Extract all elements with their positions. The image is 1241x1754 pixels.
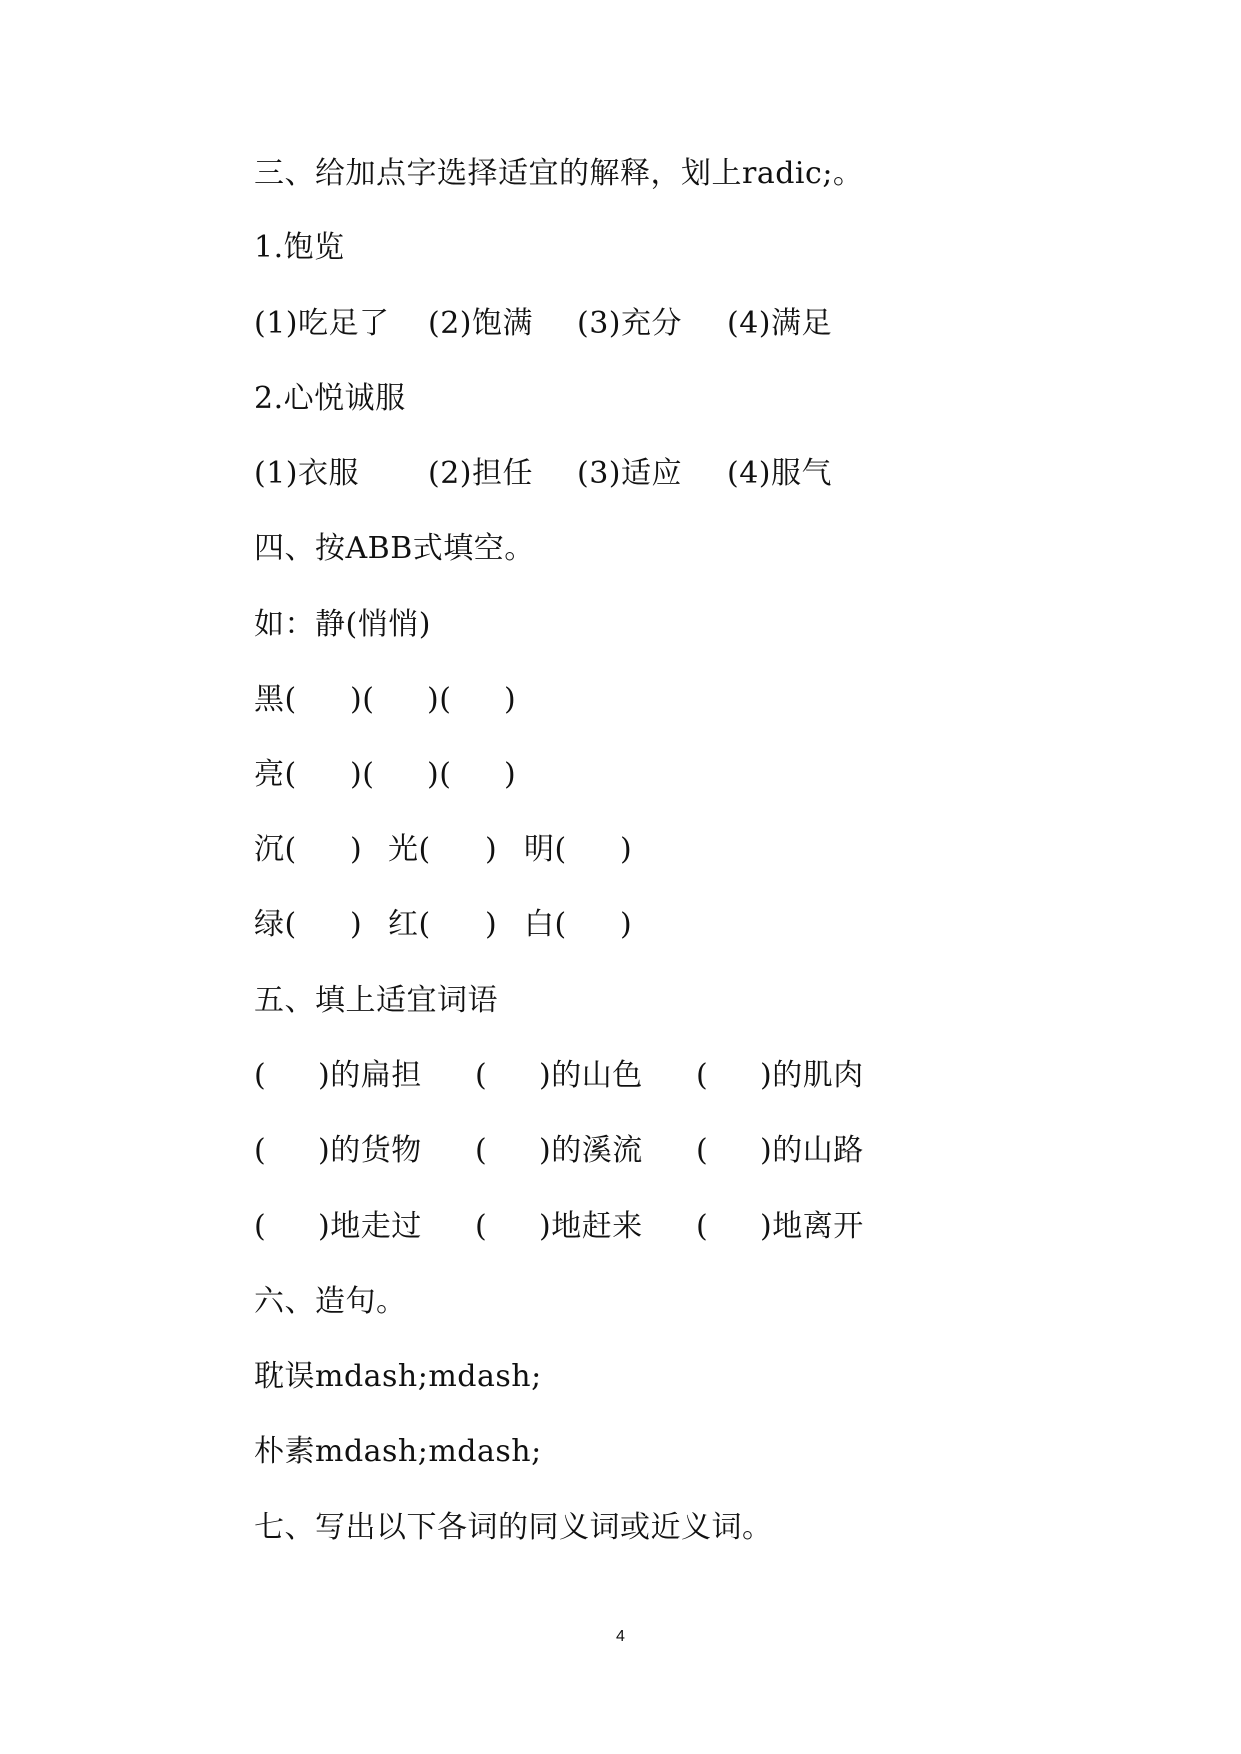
sentence-item: 耽误mdash;mdash;: [254, 1359, 542, 1394]
abb-cell: ): [350, 907, 363, 942]
fill-cell: (: [254, 1133, 267, 1168]
fill-cell: )的山色: [539, 1058, 643, 1093]
option-3: (3)充分: [577, 306, 682, 341]
abb-cell: ): [485, 832, 498, 867]
option-2: (2)饱满: [428, 306, 533, 341]
fill-cell: )的货物: [318, 1133, 422, 1168]
fill-cell: (: [696, 1133, 709, 1168]
abb-cell: 明(: [524, 832, 567, 867]
fill-cell: (: [254, 1209, 267, 1244]
option-1: (1)吃足了: [254, 306, 390, 341]
option-2: (2)担任: [428, 456, 533, 491]
section-5-heading: 五、填上适宜词语: [254, 983, 498, 1018]
option-4: (4)服气: [727, 456, 832, 491]
option-4: (4)满足: [727, 306, 832, 341]
abb-cell: ): [620, 832, 633, 867]
abb-cell: 光(: [388, 832, 431, 867]
fill-cell: )的肌肉: [760, 1058, 864, 1093]
option-1: (1)衣服: [254, 456, 359, 491]
abb-cell: ): [485, 907, 498, 942]
fill-cell: (: [475, 1133, 488, 1168]
fill-cell: (: [475, 1058, 488, 1093]
abb-cell: ): [620, 907, 633, 942]
abb-cell: 黑(: [254, 682, 297, 717]
fill-cell: )地赶来: [539, 1209, 643, 1244]
abb-cell: )(: [350, 682, 375, 717]
abb-cell: 沉(: [254, 832, 297, 867]
abb-cell: ): [504, 682, 517, 717]
abb-cell: 绿(: [254, 907, 297, 942]
section-7-heading: 七、写出以下各词的同义词或近义词。: [254, 1510, 773, 1545]
sentence-item: 朴素mdash;mdash;: [254, 1434, 542, 1469]
abb-cell: )(: [427, 757, 452, 792]
fill-cell: (: [696, 1058, 709, 1093]
fill-cell: (: [696, 1209, 709, 1244]
abb-cell: ): [504, 757, 517, 792]
section-3-heading: 三、给加点字选择适宜的解释，划上radic;。: [254, 156, 864, 191]
abb-cell: 亮(: [254, 757, 297, 792]
fill-cell: )地走过: [318, 1209, 422, 1244]
abb-cell: )(: [350, 757, 375, 792]
section-6-heading: 六、造句。: [254, 1284, 407, 1319]
abb-cell: 白(: [524, 907, 567, 942]
section-4-heading: 四、按ABB式填空。: [254, 531, 535, 566]
question-2-word: 2.心悦诚服: [254, 381, 406, 416]
fill-cell: )的扁担: [318, 1058, 422, 1093]
abb-cell: ): [350, 832, 363, 867]
fill-cell: )地离开: [760, 1209, 864, 1244]
page-number: 4: [616, 1628, 625, 1645]
fill-cell: (: [254, 1058, 267, 1093]
fill-cell: )的山路: [760, 1133, 864, 1168]
fill-cell: )的溪流: [539, 1133, 643, 1168]
abb-cell: )(: [427, 682, 452, 717]
option-3: (3)适应: [577, 456, 682, 491]
section-4-example: 如：静(悄悄): [254, 607, 431, 642]
abb-cell: 红(: [388, 907, 431, 942]
question-1-word: 1.饱览: [254, 230, 345, 265]
fill-cell: (: [475, 1209, 488, 1244]
